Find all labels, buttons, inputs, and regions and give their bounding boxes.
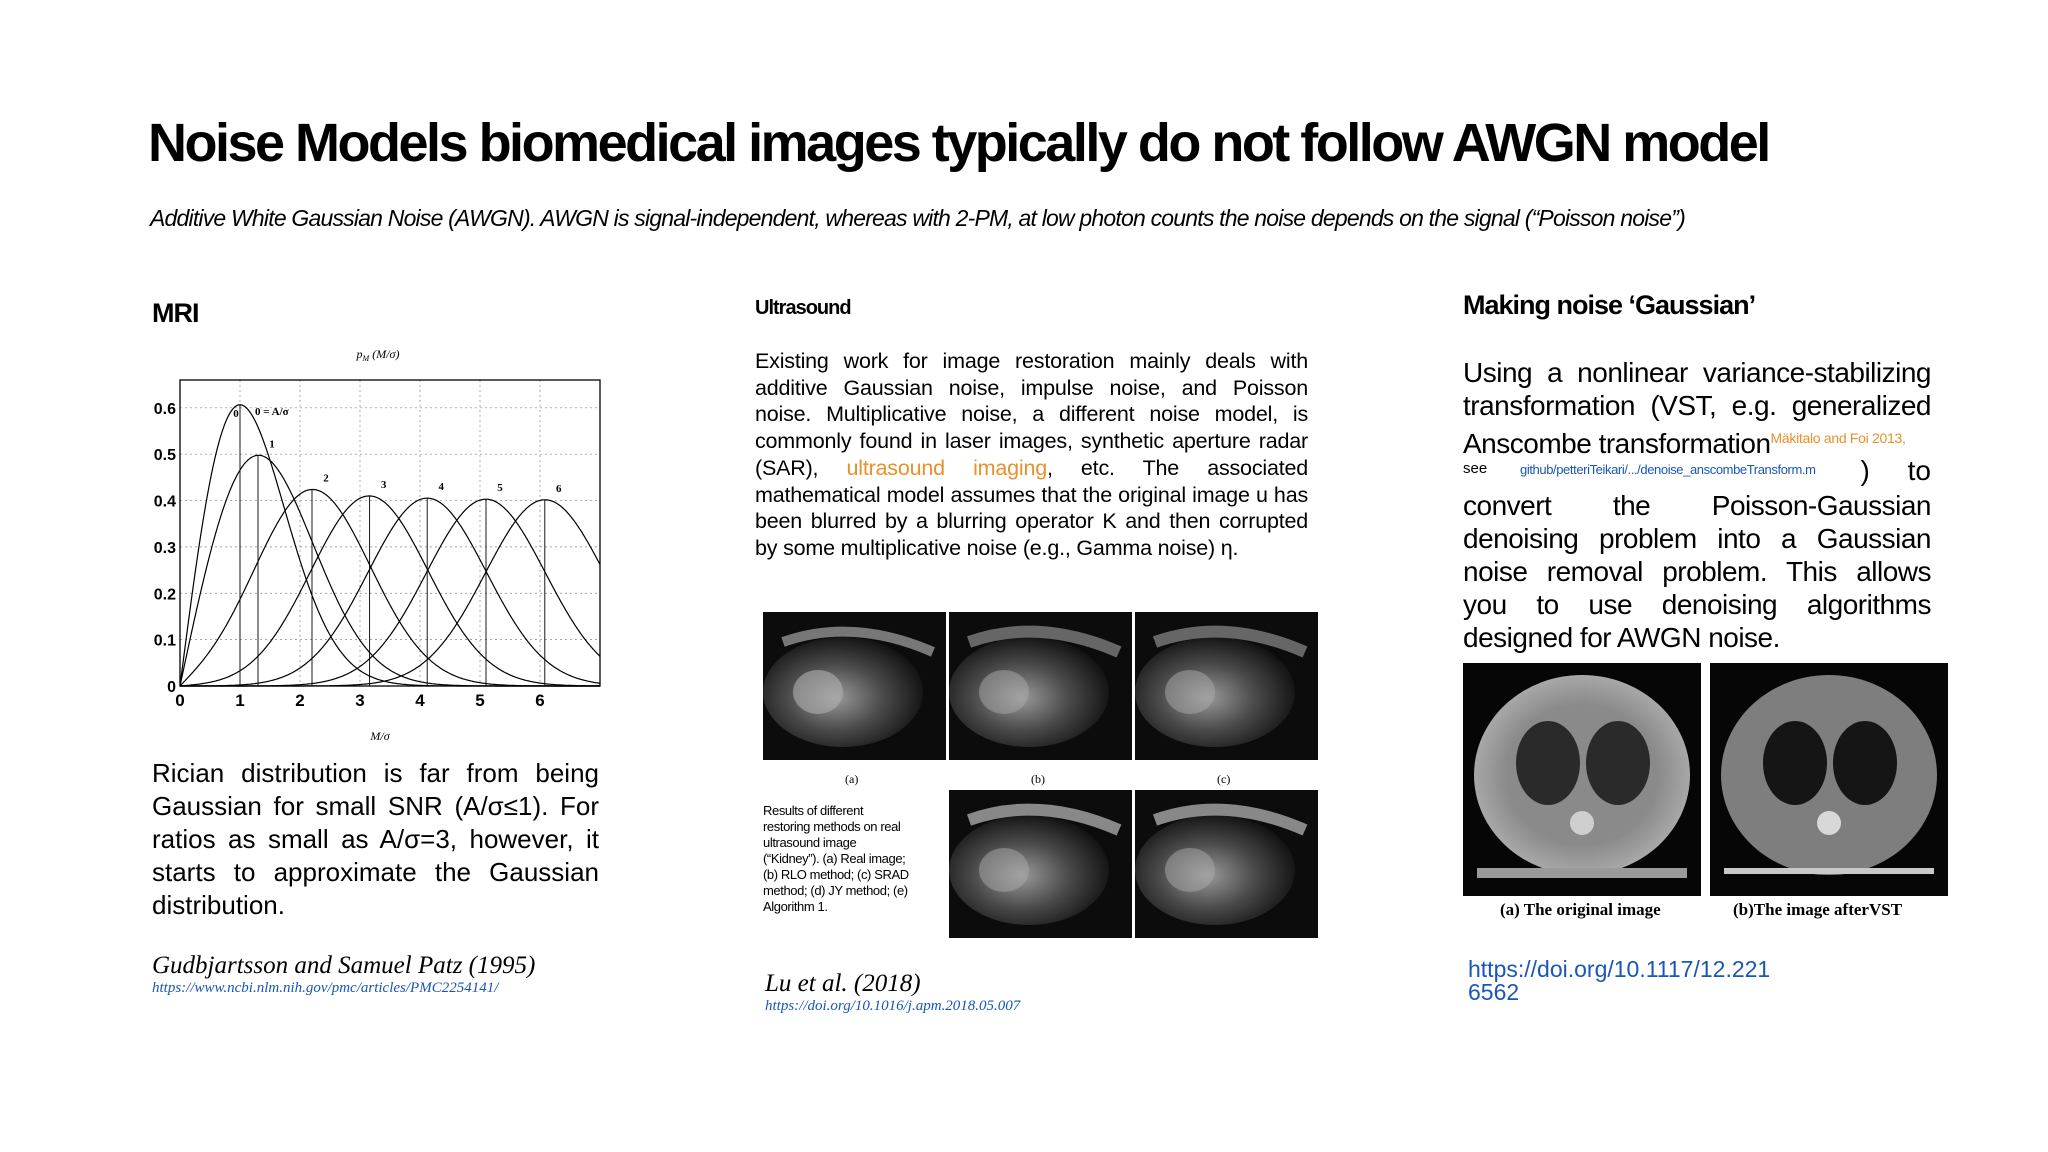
- ultrasound-image-d: [949, 790, 1132, 938]
- ultrasound-image-b: [949, 612, 1132, 760]
- x-tick-label: 5: [475, 691, 485, 710]
- see-label: see: [1463, 460, 1488, 477]
- chart-curve-labels: [233, 408, 562, 495]
- slide-subtitle: Additive White Gaussian Noise (AWGN). AWGN is signal-independent, whereas with 2-PM, at low photon counts the noise depends on the signal (“Poisson noise”): [150, 205, 1685, 231]
- gaussian-description-2: convert the Poisson-Gaussian denoising problem into a Gaussian noise removal problem. This allows you to use denoising algorithms designed for AWGN noise.: [1463, 490, 1931, 653]
- gaussian-see-line: [1463, 455, 1931, 490]
- ultrasound-text-part: Existing work for image restoration mainly deals with additive Gaussian noise, impulse noise, and Poisson noise. Multiplicative noise, a different noise model, is commonly found in laser images, synthetic aperture radar (SAR),: [755, 349, 1308, 480]
- mri-reference: Gudbjartsson and Samuel Patz (1995): [152, 952, 536, 979]
- y-tick-label: 0.5: [153, 447, 176, 465]
- panel-label-b: (b): [1031, 772, 1045, 786]
- x-tick-label: 2: [295, 691, 305, 710]
- x-tick-label: 6: [535, 691, 545, 710]
- rician-curve: [180, 490, 600, 687]
- rician-curve: [180, 405, 600, 686]
- rician-distribution-chart: [140, 340, 610, 760]
- github-link[interactable]: github/petteriTeikari/.../denoise_anscombeTransform.m: [1520, 462, 1816, 477]
- chart-yticks: [154, 401, 176, 696]
- curve-label: 3: [380, 478, 387, 491]
- panel-label-c: (c): [1217, 772, 1231, 786]
- ultrasound-description: [755, 348, 1308, 562]
- curve-label: 4: [438, 481, 444, 494]
- gaussian-text-part: Using a nonlinear variance-stabilizing transformation (VST, e.g. generalized Anscombe transformation: [1463, 357, 1931, 459]
- ultrasound-imaging-highlight: ultrasound imaging: [846, 455, 1047, 480]
- chart-curves: [180, 405, 600, 686]
- ct-original-image: [1463, 663, 1701, 896]
- ultrasound-heading: Ultrasound: [755, 297, 851, 319]
- chart-xticks: [175, 691, 544, 710]
- ultrasound-reference-link[interactable]: https://doi.org/10.1016/j.apm.2018.05.007: [765, 998, 1021, 1014]
- gaussian-citation: Mäkitalo and Foi 2013,: [1770, 430, 1906, 446]
- ultrasound-reference: Lu et al. (2018): [765, 970, 921, 997]
- rician-curve: [180, 496, 600, 686]
- y-tick-label: 0.3: [153, 539, 176, 557]
- gaussian-heading: Making noise ‘Gaussian’: [1463, 290, 1756, 320]
- ultrasound-text-part: , etc. The associated mathematical model assumes that the original image u has been blurred by a blurring operator K and then corrupted by some multiplicative noise (e.g., Gamma noise) η.: [755, 455, 1308, 560]
- curve-label: 1: [269, 438, 275, 451]
- y-tick-label: 0.4: [153, 493, 176, 511]
- gaussian-description-1: [1463, 356, 1931, 460]
- ct-caption-original: (a) The original image: [1500, 900, 1661, 919]
- curve-label: 5: [497, 482, 503, 495]
- ultrasound-figure-caption: Results of different restoring methods on real ultrasound image (“Kidney”). (a) Real image; (b) RLO method; (c) SRAD method; (d) JY method; (e) Algorithm 1.: [763, 803, 909, 914]
- y-tick-label: 0.1: [153, 632, 176, 650]
- mri-reference-link[interactable]: https://www.ncbi.nlm.nih.gov/pmc/articles/PMC2254141/: [152, 980, 499, 996]
- ct-caption-vst: (b)The image afterVST: [1733, 900, 1903, 919]
- y-tick-label: 0: [167, 679, 176, 696]
- chart-xlabel: M/σ: [370, 729, 390, 743]
- y-tick-label: 0.2: [153, 586, 176, 604]
- ultrasound-image-c: [1135, 612, 1318, 760]
- x-tick-label: 1: [235, 691, 245, 710]
- y-tick-label: 0.6: [153, 400, 176, 418]
- x-tick-label: 0: [175, 691, 185, 710]
- x-tick-label: 4: [415, 691, 425, 710]
- slide-title: Noise Models biomedical images typically do not follow AWGN model: [148, 113, 1769, 173]
- x-tick-label: 3: [355, 691, 365, 710]
- ultrasound-image-a: [763, 612, 946, 760]
- ct-vst-image: [1710, 663, 1948, 896]
- to-text: ) to: [1860, 455, 1931, 486]
- chart-ylabel: $p_M$ (M/σ): [356, 347, 400, 363]
- mri-description: Rician distribution is far from being Gaussian for small SNR (A/σ≤1). For ratios as small as A/σ=3, however, it starts to approximate the Gaussian distribution.: [152, 758, 599, 920]
- curve-label: 2: [323, 472, 329, 485]
- panel-label-a: (a): [845, 772, 859, 786]
- chart-annotation: 0 = A/σ: [255, 406, 289, 418]
- gaussian-reference-link[interactable]: https://doi.org/10.1117/12.2216562: [1468, 956, 1771, 1005]
- curve-label: 0: [233, 407, 239, 420]
- mri-heading: MRI: [152, 298, 199, 328]
- curve-label: 6: [556, 482, 562, 495]
- ultrasound-image-e: [1135, 790, 1318, 938]
